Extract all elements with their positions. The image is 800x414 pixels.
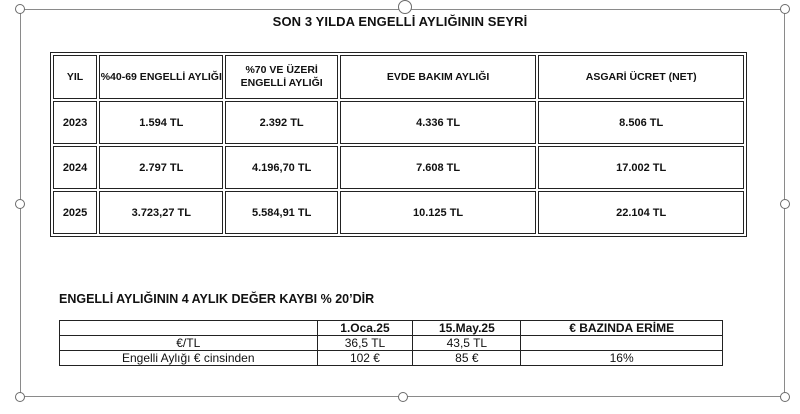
table-row	[53, 101, 744, 144]
cell-value: 43,5 TL	[413, 336, 521, 351]
table-row	[60, 351, 723, 366]
cell-label: €/TL	[60, 336, 318, 351]
resize-handle-top-right-icon[interactable]	[780, 4, 790, 14]
resize-handle-left-icon[interactable]	[15, 199, 25, 209]
header-min-wage: ASGARİ ÜCRET (NET)	[538, 55, 744, 99]
header-home-care: EVDE BAKIM AYLIĞI	[340, 55, 537, 99]
cell-value: 85 €	[413, 351, 521, 366]
document-title: SON 3 YILDA ENGELLİ AYLIĞININ SEYRİ	[272, 14, 528, 29]
table-header-row	[53, 55, 744, 99]
euro-comparison-table	[59, 320, 723, 366]
resize-handle-right-icon[interactable]	[780, 199, 790, 209]
cell-value: 8.506 TL	[538, 101, 744, 144]
cell-label: Engelli Aylığı € cinsinden	[60, 351, 318, 366]
cell-value	[521, 336, 723, 351]
resize-handle-bottom-icon[interactable]	[398, 392, 408, 402]
resize-handle-bottom-left-icon[interactable]	[15, 392, 25, 402]
cell-value: 3.723,27 TL	[99, 191, 223, 234]
cell-year: 2023	[53, 101, 97, 144]
table-row	[53, 191, 744, 234]
table-row	[60, 336, 723, 351]
header-blank	[60, 321, 318, 336]
header-date-may: 15.May.25	[413, 321, 521, 336]
resize-handle-top-left-icon[interactable]	[15, 4, 25, 14]
cell-year: 2025	[53, 191, 97, 234]
cell-year: 2024	[53, 146, 97, 189]
value-loss-heading: ENGELLİ AYLIĞININ 4 AYLIK DEĞER KAYBI % 20’DİR	[59, 292, 375, 306]
cell-value: 4.196,70 TL	[225, 146, 337, 189]
header-70-plus: %70 VE ÜZERİ ENGELLİ AYLIĞI	[225, 55, 337, 99]
header-euro-erosion: € BAZINDA ERİME	[521, 321, 723, 336]
cell-value: 2.797 TL	[99, 146, 223, 189]
resize-handle-bottom-right-icon[interactable]	[780, 392, 790, 402]
cell-value: 7.608 TL	[340, 146, 537, 189]
cell-value: 1.594 TL	[99, 101, 223, 144]
rotate-handle-icon[interactable]	[398, 0, 412, 14]
header-year: YIL	[53, 55, 97, 99]
disability-pension-table	[50, 52, 747, 237]
cell-value: 5.584,91 TL	[225, 191, 337, 234]
cell-value: 16%	[521, 351, 723, 366]
cell-value: 17.002 TL	[538, 146, 744, 189]
table-row	[53, 146, 744, 189]
cell-value: 36,5 TL	[317, 336, 413, 351]
euro-table-header-row	[60, 321, 723, 336]
cell-value: 102 €	[317, 351, 413, 366]
cell-value: 10.125 TL	[340, 191, 537, 234]
header-40-69: %40-69 ENGELLİ AYLIĞI	[99, 55, 223, 99]
cell-value: 4.336 TL	[340, 101, 537, 144]
cell-value: 2.392 TL	[225, 101, 337, 144]
header-date-jan: 1.Oca.25	[317, 321, 413, 336]
cell-value: 22.104 TL	[538, 191, 744, 234]
